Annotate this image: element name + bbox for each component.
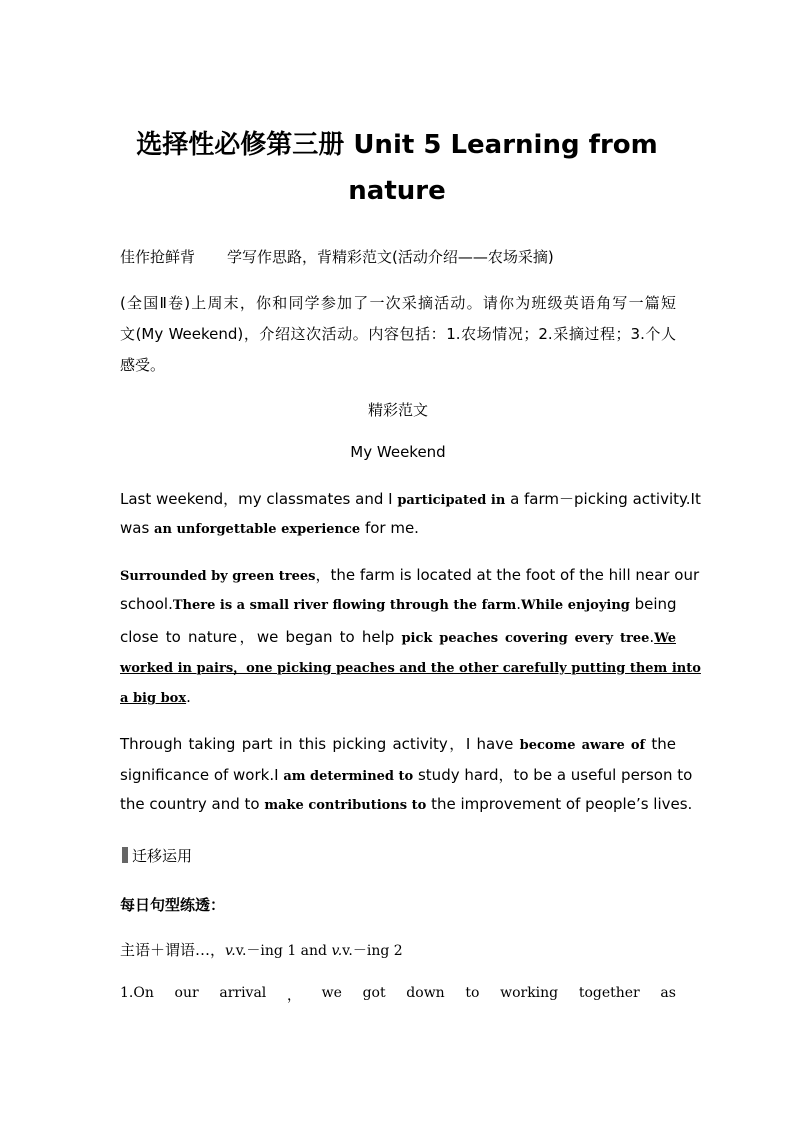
- essay-p2-line-4: [120, 657, 701, 676]
- exercise-word: working: [500, 985, 559, 1001]
- essay-text: Through taking part in this picking activity，I have: [120, 735, 520, 753]
- pattern-part: v.－ing 1 and: [235, 943, 332, 959]
- essay-text: a farm－picking activity.It: [505, 490, 701, 508]
- essay-text: close to nature，we began to help: [120, 628, 402, 646]
- exercise-word: to: [465, 985, 480, 1001]
- essay-p2-line-2: [120, 595, 676, 613]
- essay-text: .: [649, 628, 655, 646]
- page-title-continued: nature: [348, 176, 446, 206]
- key-phrase: While enjoying: [521, 598, 630, 613]
- pattern-formula: v.v.－ing 1 and v.v.－ing 2: [225, 943, 403, 959]
- key-phrase: an unforgettable experience: [154, 522, 361, 537]
- key-phrase: Surrounded by green trees: [120, 569, 316, 584]
- pattern-text: 主语＋谓语…，: [120, 941, 226, 959]
- essay-text: school.: [120, 595, 173, 613]
- section-heading: [122, 845, 678, 866]
- page-title: 选择性必修第三册 Unit 5 Learning from: [136, 130, 658, 160]
- exercise-word: arrival: [219, 985, 267, 1001]
- exercise-word: down: [406, 985, 445, 1001]
- sentence-pattern: [120, 939, 676, 960]
- exercise-word: ，: [286, 988, 301, 1004]
- key-phrase: make contributions to: [264, 798, 427, 813]
- essay-p3-line-2: [120, 764, 693, 785]
- essay-p1-line-1: [120, 488, 701, 509]
- key-phrase: become aware of: [519, 738, 646, 753]
- prompt-line-3: 感受。: [120, 356, 166, 374]
- prompt-line-2: 文(My Weekend)，介绍这次活动。内容包括：1.农场情况；2.采摘过程；3.个人: [120, 325, 676, 343]
- essay-text: being: [629, 595, 677, 613]
- essay-p1-line-2: [120, 519, 676, 537]
- intro-label: 佳作抢鲜背: [120, 248, 196, 266]
- section-title: 迁移运用: [132, 847, 193, 865]
- intro-line: [120, 246, 676, 267]
- exercise-word: our: [174, 985, 199, 1001]
- key-phrase: participated in: [397, 493, 506, 508]
- section-marker-icon: [122, 847, 128, 863]
- essay-p3-line-1: [120, 733, 676, 754]
- daily-pattern-heading: 每日句型练透：: [120, 896, 226, 914]
- intro-description: 学写作思路，背精彩范文(活动介绍——农场采摘): [227, 248, 554, 266]
- exercise-word: got: [362, 985, 386, 1001]
- essay-text: the improvement of people’s lives.: [426, 795, 693, 813]
- essay-text: ，the farm is located at the foot of the hill near our: [315, 566, 700, 584]
- key-phrase: am determined to: [283, 769, 414, 784]
- essay-text: Last weekend，my classmates and I: [120, 490, 398, 508]
- exercise-word: we: [321, 985, 342, 1001]
- pattern-part-2: v.－ing 2: [342, 943, 403, 959]
- underlined-sentence: We: [654, 631, 676, 646]
- essay-p2-line-5: [120, 688, 676, 706]
- essay-p2-line-3: [120, 626, 676, 647]
- essay-text: study hard，to be a useful person to: [413, 766, 693, 784]
- essay-text: for me.: [360, 519, 419, 537]
- exercise-word: together: [578, 985, 640, 1001]
- underlined-sentence: a big box: [120, 691, 187, 706]
- essay-text: was: [120, 519, 155, 537]
- exercise-word: as: [660, 985, 676, 1001]
- essay-text: the country and to: [120, 795, 265, 813]
- essay-text: the: [645, 735, 676, 753]
- essay-title: My Weekend: [350, 443, 446, 461]
- exercise-item-1: [120, 985, 676, 1005]
- essay-text: .: [516, 595, 521, 613]
- exercise-word: 1.On: [120, 985, 154, 1001]
- essay-text: .: [186, 688, 191, 706]
- underlined-sentence: worked in pairs，one picking peaches and the other carefully putting them into: [120, 661, 701, 676]
- essay-p3-line-3: [120, 795, 693, 813]
- essay-p2-line-1: [120, 564, 700, 585]
- key-phrase: pick peaches covering every tree: [401, 631, 650, 646]
- essay-heading: 精彩范文: [367, 401, 428, 419]
- prompt-line-1: (全国Ⅱ卷)上周末，你和同学参加了一次采摘活动。请你为班级英语角写一篇短: [120, 294, 676, 312]
- essay-text: significance of work.I: [120, 766, 284, 784]
- key-phrase: There is a small river flowing through the farm: [172, 598, 517, 613]
